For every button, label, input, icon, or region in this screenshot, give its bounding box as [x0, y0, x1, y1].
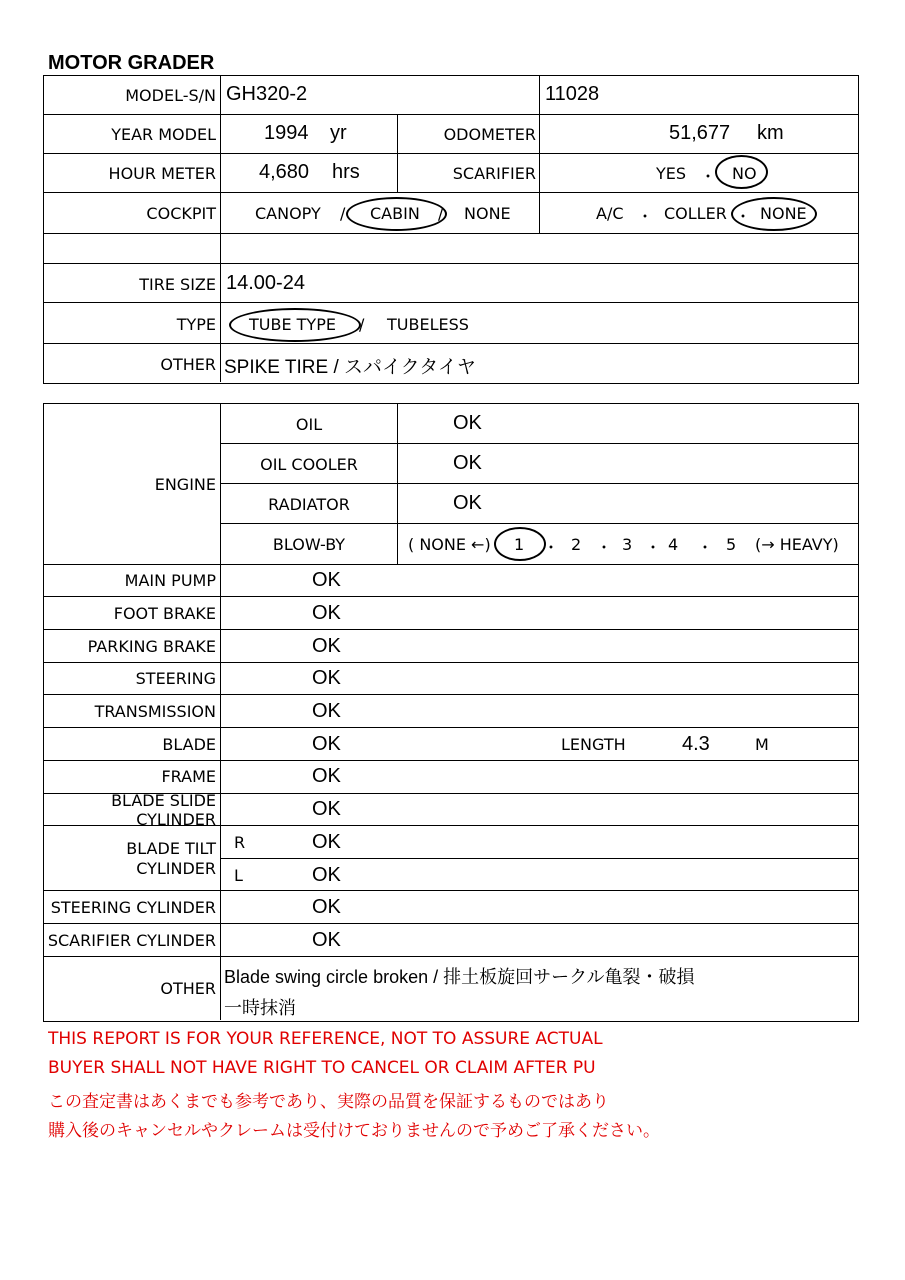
- ac-dot-1: ・: [637, 207, 654, 226]
- ac-none: NONE: [760, 204, 807, 223]
- steering-label: STEERING: [135, 669, 216, 688]
- ac-dot-2: ・: [735, 207, 752, 226]
- foot-brake-value: OK: [312, 602, 341, 624]
- blade-value: OK: [312, 733, 341, 755]
- blade-tilt-line-2: CYLINDER: [136, 859, 216, 878]
- tire-other-value: SPIKE TIRE / スパイクタイヤ: [224, 357, 476, 378]
- parking-brake-label: PARKING BRAKE: [87, 637, 216, 656]
- tire-size-label: TIRE SIZE: [139, 275, 216, 294]
- odometer-label: ODOMETER: [443, 125, 536, 144]
- blade-slide-cylinder-value: OK: [312, 798, 341, 820]
- blowby-1-circle: [494, 527, 546, 561]
- blowby-dot-3: ・: [645, 538, 662, 557]
- tube-type-circle: [229, 308, 361, 342]
- year-value: 1994: [264, 122, 309, 144]
- scarifier-no-circle: [715, 155, 768, 189]
- main-pump-label: MAIN PUMP: [124, 571, 216, 590]
- radiator-value: OK: [453, 492, 482, 514]
- tube-type: TUBE TYPE: [249, 315, 336, 334]
- cockpit-slash-2: /: [438, 204, 444, 223]
- page-title: MOTOR GRADER: [48, 52, 215, 74]
- blade-tilt-cylinder-label: [50, 839, 216, 879]
- hour-meter-label: HOUR METER: [108, 164, 216, 183]
- scarifier-dot: ・: [700, 167, 717, 186]
- disclaimer-line-3: この査定書はあくまでも参考であり、実際の品質を保証するものではあり: [48, 1092, 609, 1112]
- frame-value: OK: [312, 765, 341, 787]
- tire-size-value: 14.00-24: [226, 272, 305, 294]
- blowby-4: 4: [668, 535, 679, 554]
- oil-value: OK: [453, 412, 482, 434]
- hour-value: 4,680: [259, 161, 310, 183]
- oil-cooler-label: OIL COOLER: [260, 455, 358, 474]
- odometer-unit: km: [757, 122, 784, 144]
- tilt-r-value: OK: [312, 831, 341, 853]
- ac-label: A/C: [596, 204, 624, 223]
- blow-by-label: BLOW-BY: [272, 535, 346, 554]
- blowby-1: 1: [514, 535, 525, 554]
- blade-tilt-line-1: BLADE TILT: [126, 839, 216, 858]
- blade-label: BLADE: [162, 735, 216, 754]
- other-notes-label: OTHER: [160, 979, 216, 998]
- tubeless: TUBELESS: [387, 315, 469, 334]
- blade-length-unit: M: [755, 735, 769, 754]
- odometer-value: 51,677: [669, 122, 731, 144]
- oil-label: OIL: [295, 415, 323, 434]
- steering-cylinder-value: OK: [312, 896, 341, 918]
- scarifier-no: NO: [732, 164, 757, 183]
- disclaimer-line-4: 購入後のキャンセルやクレームは受付けておりませんので予めご了承ください。: [48, 1121, 660, 1141]
- other-notes-line-2: 一時抹消: [224, 998, 296, 1018]
- cockpit-cabin: CABIN: [370, 204, 420, 223]
- foot-brake-label: FOOT BRAKE: [113, 604, 216, 623]
- tilt-l-label: L: [234, 866, 243, 885]
- other-notes-line-1: Blade swing circle broken / 排土板旋回サークル亀裂・破損: [224, 967, 695, 987]
- blowby-5: 5: [726, 535, 737, 554]
- ac-coller: COLLER: [664, 204, 727, 223]
- blade-slide-line-2: CYLINDER: [136, 810, 216, 825]
- blowby-dot-1: ・: [543, 538, 560, 557]
- ac-none-circle: [731, 197, 817, 231]
- blowby-2: 2: [571, 535, 582, 554]
- radiator-label: RADIATOR: [268, 495, 350, 514]
- tilt-r-label: R: [234, 833, 246, 852]
- cockpit-label: COCKPIT: [146, 204, 216, 223]
- main-pump-value: OK: [312, 569, 341, 591]
- disclaimer-line-2: BUYER SHALL NOT HAVE RIGHT TO CANCEL OR CLAIM AFTER PU: [48, 1058, 596, 1078]
- steering-cylinder-label: STEERING CYLINDER: [50, 898, 216, 917]
- blowby-heavy: (→ HEAVY): [755, 535, 839, 554]
- blade-length-label: LENGTH: [561, 735, 626, 754]
- blade-slide-cylinder-label: [50, 791, 216, 825]
- hour-unit: hrs: [332, 161, 360, 183]
- scarifier-yes: YES: [656, 164, 687, 183]
- transmission-value: OK: [312, 700, 341, 722]
- cabin-circle: [346, 197, 447, 231]
- model-value: GH320-2: [226, 83, 308, 105]
- engine-label: ENGINE: [154, 475, 216, 494]
- blowby-3: 3: [622, 535, 633, 554]
- scarifier-label: SCARIFIER: [452, 164, 536, 183]
- transmission-label: TRANSMISSION: [94, 702, 216, 721]
- scarifier-cylinder-value: OK: [312, 929, 341, 951]
- serial-value: 11028: [545, 83, 600, 105]
- tire-type-slash: /: [359, 315, 365, 334]
- blowby-none: ( NONE ←): [408, 535, 491, 554]
- oil-cooler-value: OK: [453, 452, 482, 474]
- blade-length-value: 4.3: [682, 733, 710, 755]
- parking-brake-value: OK: [312, 635, 341, 657]
- year-unit: yr: [330, 122, 347, 144]
- disclaimer-en: [48, 1029, 613, 1116]
- blowby-dot-4: ・: [697, 538, 714, 557]
- blowby-dot-2: ・: [596, 538, 613, 557]
- disclaimer-line-1: THIS REPORT IS FOR YOUR REFERENCE, NOT TO ASSURE ACTUAL: [48, 1029, 603, 1049]
- frame-label: FRAME: [161, 767, 216, 786]
- tilt-l-value: OK: [312, 864, 341, 886]
- model-sn-label: MODEL-S/N: [125, 86, 216, 105]
- cockpit-none: NONE: [464, 204, 511, 223]
- blade-slide-line-1: BLADE SLIDE: [111, 791, 216, 810]
- scarifier-cylinder-label: SCARIFIER CYLINDER: [47, 931, 216, 950]
- cockpit-slash-1: /: [340, 204, 346, 223]
- cockpit-canopy: CANOPY: [255, 204, 321, 223]
- tire-other-label: OTHER: [160, 355, 216, 374]
- year-model-label: YEAR MODEL: [111, 125, 216, 144]
- tire-type-label: TYPE: [176, 315, 216, 334]
- steering-value: OK: [312, 667, 341, 689]
